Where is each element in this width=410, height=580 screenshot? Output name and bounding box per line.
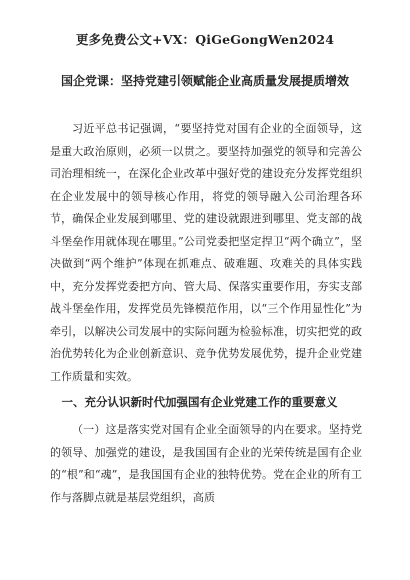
document-body <box>50 118 362 509</box>
body-paragraph-2: （一）这是落实党对国有企业全面领导的内在要求。坚持党的领导、加强党的建设，是我国国有企业的光荣传统是国有企业的“根”和“魂”，是我国国有企业的独特优势。党在企业的所有工作与落脚点就是基层党组织，高质 <box>50 423 362 504</box>
section-heading-1: 一、充分认识新时代加强国有企业党建工作的重要意义 <box>61 395 338 409</box>
document-title: 国企党课：坚持党建引领赋能企业高质量发展提质增效 <box>60 74 349 88</box>
page-header: 更多免费公文+VX：QiGeGongWen2024 <box>75 32 335 47</box>
body-paragraph-1: 习近平总书记强调，“要坚持党对国有企业的全面领导，这是重大政治原则，必须一以贯之。要坚持加强党的领导和完善公司治理相统一，在深化企业改革中强好党的建设充分发挥党组织在企业发展中的领导核心作用，将党的领导融入公司治理各环节，确保企业发展到哪里、党的建设就跟进到哪里、党支部的战斗堡垒作用就体现在哪里。”公司党委把坚定捍卫“两个确立”，坚决做到“两个维护”体现在抓难点、破难题、攻难关的具体实践中，充分发挥党委把方向、管大局、保落实重要作用，夯实支部战斗堡垒作用，发挥党员先锋模范作用，以“三个作用显性化”为牵引，以解决公司发展中的实际问题为检验标准，切实把党的政治优势转化为企业创新意识、竞争优势发展优势，提升企业党建工作质量和实效。 <box>50 122 362 383</box>
